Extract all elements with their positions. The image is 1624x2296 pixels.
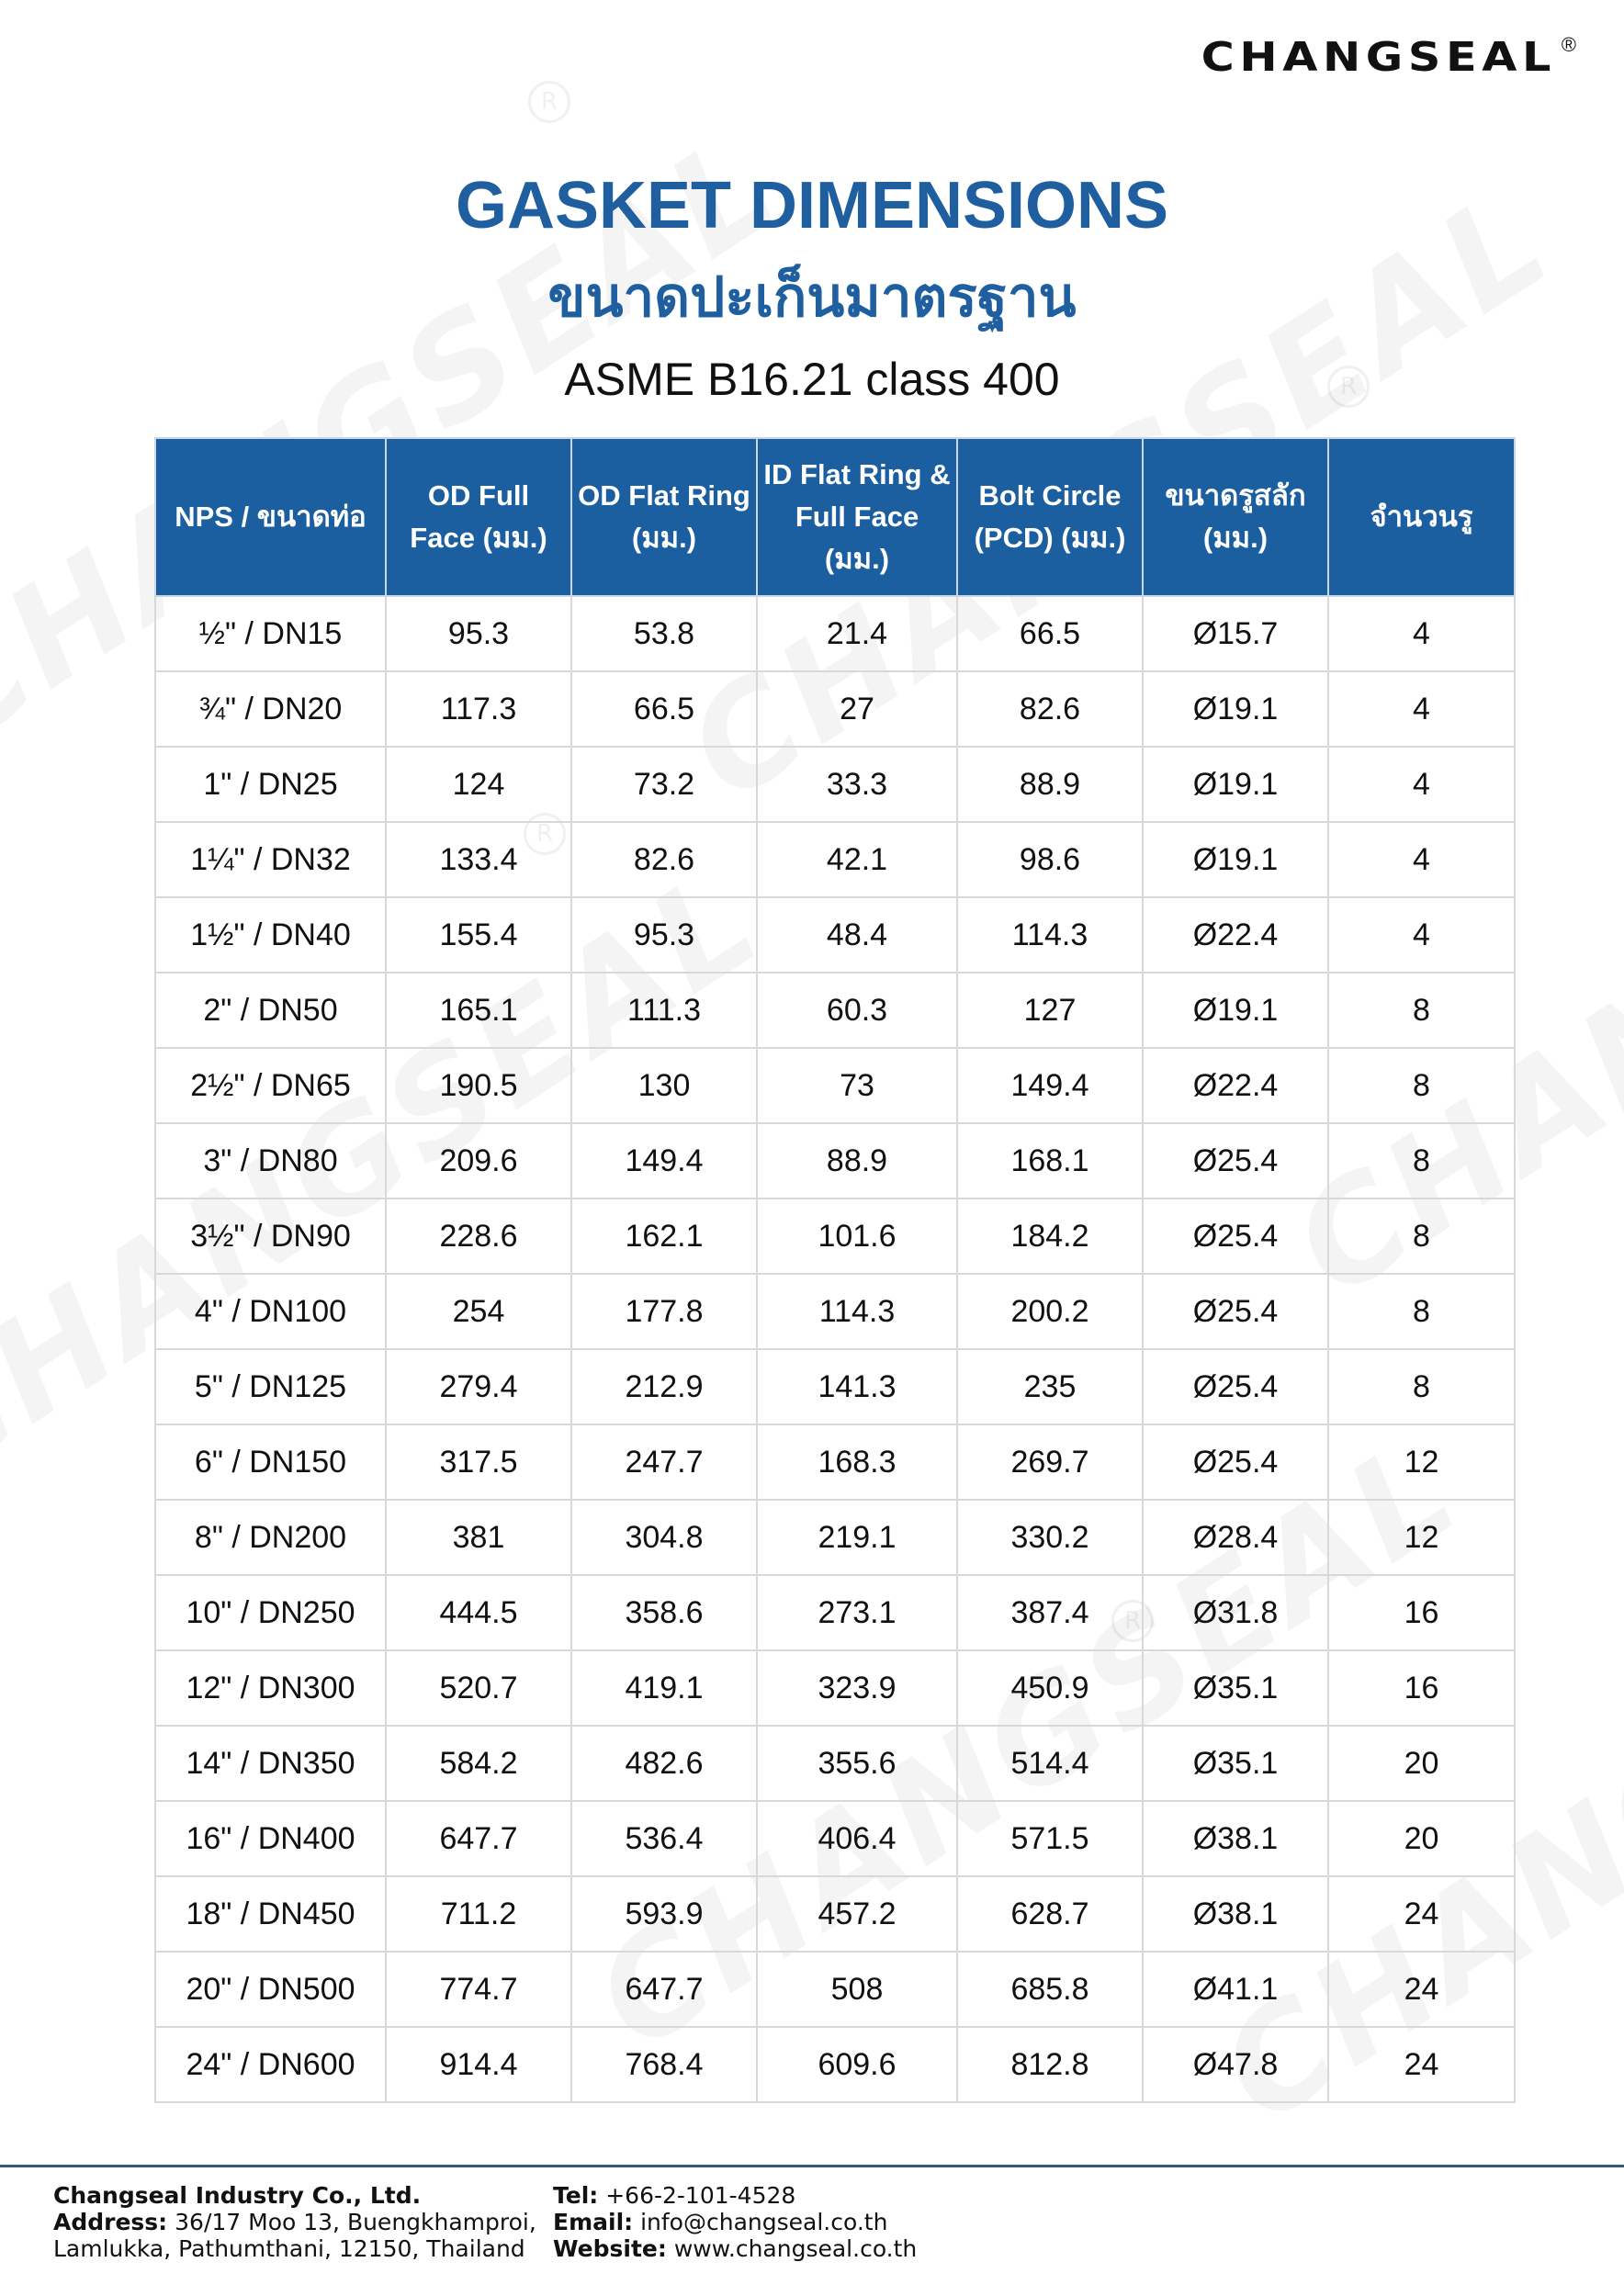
table-row xyxy=(155,822,1515,897)
cell-od-full-face: 317.5 xyxy=(386,1424,571,1500)
watermark-registered-icon: R xyxy=(1327,366,1370,408)
brand-logo xyxy=(1201,33,1576,81)
address-label: Address: xyxy=(53,2209,168,2235)
company-name: Changseal Industry Co., Ltd. xyxy=(53,2182,422,2209)
cell-id-flat-ring: 168.3 xyxy=(757,1424,957,1500)
cell-hole-count: 4 xyxy=(1328,747,1515,822)
cell-hole-count: 8 xyxy=(1328,1349,1515,1424)
column-header-hole-count: จำนวนรู xyxy=(1328,438,1515,596)
cell-od-full-face: 95.3 xyxy=(386,596,571,671)
cell-hole-count: 4 xyxy=(1328,897,1515,973)
website-link[interactable]: www.changseal.co.th xyxy=(666,2235,918,2262)
cell-id-flat-ring: 60.3 xyxy=(757,973,957,1048)
column-header-od-flat-ring: OD Flat Ring (มม.) xyxy=(571,438,757,596)
page-header xyxy=(0,165,1624,411)
column-header-od-full-face: OD Full Face (มม.) xyxy=(386,438,571,596)
cell-nps: 24" / DN600 xyxy=(155,2027,386,2102)
cell-bolt-hole-size: Ø25.4 xyxy=(1143,1349,1328,1424)
cell-nps: 1½" / DN40 xyxy=(155,897,386,973)
cell-hole-count: 24 xyxy=(1328,1952,1515,2027)
cell-id-flat-ring: 457.2 xyxy=(757,1876,957,1952)
cell-bolt-hole-size: Ø38.1 xyxy=(1143,1801,1328,1876)
cell-od-full-face: 133.4 xyxy=(386,822,571,897)
tel-label: Tel: xyxy=(553,2182,599,2209)
cell-od-full-face: 381 xyxy=(386,1500,571,1575)
cell-bolt-circle: 571.5 xyxy=(957,1801,1143,1876)
cell-nps: 8" / DN200 xyxy=(155,1500,386,1575)
cell-od-full-face: 254 xyxy=(386,1274,571,1349)
watermark-registered-icon: R xyxy=(528,81,570,123)
column-header-bolt-circle: Bolt Circle (PCD) (มม.) xyxy=(957,438,1143,596)
table-row xyxy=(155,2027,1515,2102)
cell-hole-count: 4 xyxy=(1328,822,1515,897)
address-line-1: 36/17 Moo 13, Buengkhamproi, xyxy=(167,2209,536,2235)
cell-hole-count: 12 xyxy=(1328,1500,1515,1575)
cell-id-flat-ring: 355.6 xyxy=(757,1726,957,1801)
cell-bolt-hole-size: Ø19.1 xyxy=(1143,822,1328,897)
cell-od-flat-ring: 536.4 xyxy=(571,1801,757,1876)
table-row xyxy=(155,1952,1515,2027)
cell-od-flat-ring: 162.1 xyxy=(571,1199,757,1274)
cell-nps: 5" / DN125 xyxy=(155,1349,386,1424)
cell-bolt-hole-size: Ø19.1 xyxy=(1143,747,1328,822)
table-row xyxy=(155,1123,1515,1199)
cell-nps: 3" / DN80 xyxy=(155,1123,386,1199)
cell-od-full-face: 774.7 xyxy=(386,1952,571,2027)
cell-nps: 1" / DN25 xyxy=(155,747,386,822)
cell-id-flat-ring: 42.1 xyxy=(757,822,957,897)
cell-od-full-face: 647.7 xyxy=(386,1801,571,1876)
column-header-bolt-hole-size: ขนาดรูสลัก (มม.) xyxy=(1143,438,1328,596)
cell-bolt-hole-size: Ø35.1 xyxy=(1143,1650,1328,1726)
cell-od-full-face: 914.4 xyxy=(386,2027,571,2102)
address-line-2: Lamlukka, Pathumthani, 12150, Thailand xyxy=(53,2235,525,2262)
cell-hole-count: 20 xyxy=(1328,1726,1515,1801)
cell-od-flat-ring: 111.3 xyxy=(571,973,757,1048)
cell-hole-count: 8 xyxy=(1328,1274,1515,1349)
cell-hole-count: 4 xyxy=(1328,596,1515,671)
cell-od-flat-ring: 130 xyxy=(571,1048,757,1123)
cell-bolt-hole-size: Ø25.4 xyxy=(1143,1199,1328,1274)
cell-bolt-hole-size: Ø25.4 xyxy=(1143,1123,1328,1199)
cell-bolt-circle: 514.4 xyxy=(957,1726,1143,1801)
table-row xyxy=(155,1424,1515,1500)
table-row xyxy=(155,1349,1515,1424)
cell-hole-count: 8 xyxy=(1328,1199,1515,1274)
cell-nps: 6" / DN150 xyxy=(155,1424,386,1500)
cell-bolt-circle: 812.8 xyxy=(957,2027,1143,2102)
cell-nps: 10" / DN250 xyxy=(155,1575,386,1650)
cell-id-flat-ring: 21.4 xyxy=(757,596,957,671)
cell-bolt-circle: 269.7 xyxy=(957,1424,1143,1500)
table-row xyxy=(155,1726,1515,1801)
cell-bolt-hole-size: Ø47.8 xyxy=(1143,2027,1328,2102)
cell-id-flat-ring: 27 xyxy=(757,671,957,747)
cell-id-flat-ring: 508 xyxy=(757,1952,957,2027)
cell-bolt-hole-size: Ø19.1 xyxy=(1143,671,1328,747)
cell-hole-count: 16 xyxy=(1328,1650,1515,1726)
table-row xyxy=(155,1048,1515,1123)
cell-nps: 12" / DN300 xyxy=(155,1650,386,1726)
cell-id-flat-ring: 141.3 xyxy=(757,1349,957,1424)
table-row xyxy=(155,671,1515,747)
cell-od-flat-ring: 177.8 xyxy=(571,1274,757,1349)
table-body xyxy=(155,596,1515,2102)
cell-od-flat-ring: 768.4 xyxy=(571,2027,757,2102)
email-label: Email: xyxy=(553,2209,634,2235)
table-row xyxy=(155,596,1515,671)
cell-bolt-circle: 66.5 xyxy=(957,596,1143,671)
footer-divider xyxy=(0,2165,1624,2167)
cell-hole-count: 8 xyxy=(1328,1048,1515,1123)
email-link[interactable]: info@changseal.co.th xyxy=(633,2209,888,2235)
cell-id-flat-ring: 88.9 xyxy=(757,1123,957,1199)
website-label: Website: xyxy=(553,2235,667,2262)
cell-od-flat-ring: 53.8 xyxy=(571,596,757,671)
cell-od-full-face: 584.2 xyxy=(386,1726,571,1801)
cell-hole-count: 8 xyxy=(1328,973,1515,1048)
cell-bolt-circle: 200.2 xyxy=(957,1274,1143,1349)
cell-od-flat-ring: 647.7 xyxy=(571,1952,757,2027)
cell-od-full-face: 124 xyxy=(386,747,571,822)
registered-icon: ® xyxy=(1561,33,1576,56)
cell-bolt-circle: 685.8 xyxy=(957,1952,1143,2027)
cell-nps: 20" / DN500 xyxy=(155,1952,386,2027)
table-row xyxy=(155,1801,1515,1876)
cell-od-flat-ring: 247.7 xyxy=(571,1424,757,1500)
cell-bolt-hole-size: Ø25.4 xyxy=(1143,1424,1328,1500)
cell-od-flat-ring: 212.9 xyxy=(571,1349,757,1424)
cell-od-flat-ring: 593.9 xyxy=(571,1876,757,1952)
table-row xyxy=(155,1500,1515,1575)
cell-hole-count: 24 xyxy=(1328,1876,1515,1952)
gasket-dimensions-table xyxy=(154,437,1514,2103)
cell-nps: 2½" / DN65 xyxy=(155,1048,386,1123)
cell-bolt-hole-size: Ø25.4 xyxy=(1143,1274,1328,1349)
footer-contact-block xyxy=(553,2182,917,2262)
table-row xyxy=(155,1575,1515,1650)
table-row xyxy=(155,897,1515,973)
cell-od-flat-ring: 95.3 xyxy=(571,897,757,973)
cell-bolt-circle: 184.2 xyxy=(957,1199,1143,1274)
cell-nps: ¾" / DN20 xyxy=(155,671,386,747)
cell-bolt-circle: 149.4 xyxy=(957,1048,1143,1123)
cell-nps: 18" / DN450 xyxy=(155,1876,386,1952)
cell-id-flat-ring: 273.1 xyxy=(757,1575,957,1650)
cell-bolt-hole-size: Ø22.4 xyxy=(1143,897,1328,973)
page-title-thai: ขนาดปะเก็นมาตรฐาน xyxy=(547,265,1077,330)
cell-nps: 2" / DN50 xyxy=(155,973,386,1048)
cell-nps: ½" / DN15 xyxy=(155,596,386,671)
cell-hole-count: 20 xyxy=(1328,1801,1515,1876)
cell-id-flat-ring: 73 xyxy=(757,1048,957,1123)
cell-hole-count: 12 xyxy=(1328,1424,1515,1500)
cell-id-flat-ring: 101.6 xyxy=(757,1199,957,1274)
table-row xyxy=(155,1199,1515,1274)
cell-od-flat-ring: 304.8 xyxy=(571,1500,757,1575)
cell-bolt-circle: 82.6 xyxy=(957,671,1143,747)
cell-hole-count: 4 xyxy=(1328,671,1515,747)
cell-bolt-circle: 628.7 xyxy=(957,1876,1143,1952)
cell-bolt-hole-size: Ø28.4 xyxy=(1143,1500,1328,1575)
cell-id-flat-ring: 323.9 xyxy=(757,1650,957,1726)
footer-company-block xyxy=(53,2182,536,2262)
cell-od-full-face: 190.5 xyxy=(386,1048,571,1123)
cell-bolt-hole-size: Ø41.1 xyxy=(1143,1952,1328,2027)
cell-bolt-circle: 98.6 xyxy=(957,822,1143,897)
cell-nps: 16" / DN400 xyxy=(155,1801,386,1876)
cell-od-full-face: 711.2 xyxy=(386,1876,571,1952)
cell-id-flat-ring: 114.3 xyxy=(757,1274,957,1349)
cell-od-full-face: 279.4 xyxy=(386,1349,571,1424)
cell-bolt-hole-size: Ø22.4 xyxy=(1143,1048,1328,1123)
cell-id-flat-ring: 33.3 xyxy=(757,747,957,822)
cell-od-flat-ring: 419.1 xyxy=(571,1650,757,1726)
cell-od-flat-ring: 73.2 xyxy=(571,747,757,822)
cell-bolt-circle: 450.9 xyxy=(957,1650,1143,1726)
cell-od-flat-ring: 358.6 xyxy=(571,1575,757,1650)
cell-hole-count: 24 xyxy=(1328,2027,1515,2102)
cell-bolt-circle: 88.9 xyxy=(957,747,1143,822)
cell-id-flat-ring: 609.6 xyxy=(757,2027,957,2102)
cell-hole-count: 8 xyxy=(1328,1123,1515,1199)
cell-bolt-hole-size: Ø19.1 xyxy=(1143,973,1328,1048)
watermark-registered-icon: R xyxy=(524,813,566,855)
cell-nps: 14" / DN350 xyxy=(155,1726,386,1801)
cell-od-full-face: 228.6 xyxy=(386,1199,571,1274)
cell-nps: 3½" / DN90 xyxy=(155,1199,386,1274)
table-row xyxy=(155,1650,1515,1726)
column-header-nps: NPS / ขนาดท่อ xyxy=(155,438,386,596)
cell-od-flat-ring: 482.6 xyxy=(571,1726,757,1801)
cell-id-flat-ring: 406.4 xyxy=(757,1801,957,1876)
footer xyxy=(53,2182,918,2262)
cell-bolt-circle: 235 xyxy=(957,1349,1143,1424)
cell-id-flat-ring: 48.4 xyxy=(757,897,957,973)
cell-od-full-face: 520.7 xyxy=(386,1650,571,1726)
cell-bolt-hole-size: Ø38.1 xyxy=(1143,1876,1328,1952)
cell-od-flat-ring: 149.4 xyxy=(571,1123,757,1199)
cell-bolt-circle: 330.2 xyxy=(957,1500,1143,1575)
cell-bolt-hole-size: Ø35.1 xyxy=(1143,1726,1328,1801)
cell-bolt-circle: 387.4 xyxy=(957,1575,1143,1650)
tel-value[interactable]: +66-2-101-4528 xyxy=(598,2182,796,2209)
table-row xyxy=(155,747,1515,822)
cell-od-flat-ring: 82.6 xyxy=(571,822,757,897)
cell-od-full-face: 117.3 xyxy=(386,671,571,747)
cell-bolt-circle: 114.3 xyxy=(957,897,1143,973)
brand-name: CHANGSEAL xyxy=(1201,34,1556,81)
cell-bolt-hole-size: Ø15.7 xyxy=(1143,596,1328,671)
cell-nps: 1¼" / DN32 xyxy=(155,822,386,897)
cell-bolt-circle: 168.1 xyxy=(957,1123,1143,1199)
table-header-row xyxy=(155,438,1515,596)
cell-hole-count: 16 xyxy=(1328,1575,1515,1650)
cell-id-flat-ring: 219.1 xyxy=(757,1500,957,1575)
table-row xyxy=(155,1876,1515,1952)
cell-nps: 4" / DN100 xyxy=(155,1274,386,1349)
watermark-registered-icon: R xyxy=(1111,1600,1154,1642)
cell-od-full-face: 165.1 xyxy=(386,973,571,1048)
cell-od-full-face: 444.5 xyxy=(386,1575,571,1650)
cell-bolt-hole-size: Ø31.8 xyxy=(1143,1575,1328,1650)
page-title: GASKET DIMENSIONS xyxy=(455,169,1169,242)
cell-bolt-circle: 127 xyxy=(957,973,1143,1048)
cell-od-flat-ring: 66.5 xyxy=(571,671,757,747)
cell-od-full-face: 155.4 xyxy=(386,897,571,973)
table-row xyxy=(155,973,1515,1048)
table-row xyxy=(155,1274,1515,1349)
column-header-id-flat-ring-full-face: ID Flat Ring & Full Face (มม.) xyxy=(757,438,957,596)
cell-od-full-face: 209.6 xyxy=(386,1123,571,1199)
standard-subtitle: ASME B16.21 class 400 xyxy=(564,354,1060,405)
